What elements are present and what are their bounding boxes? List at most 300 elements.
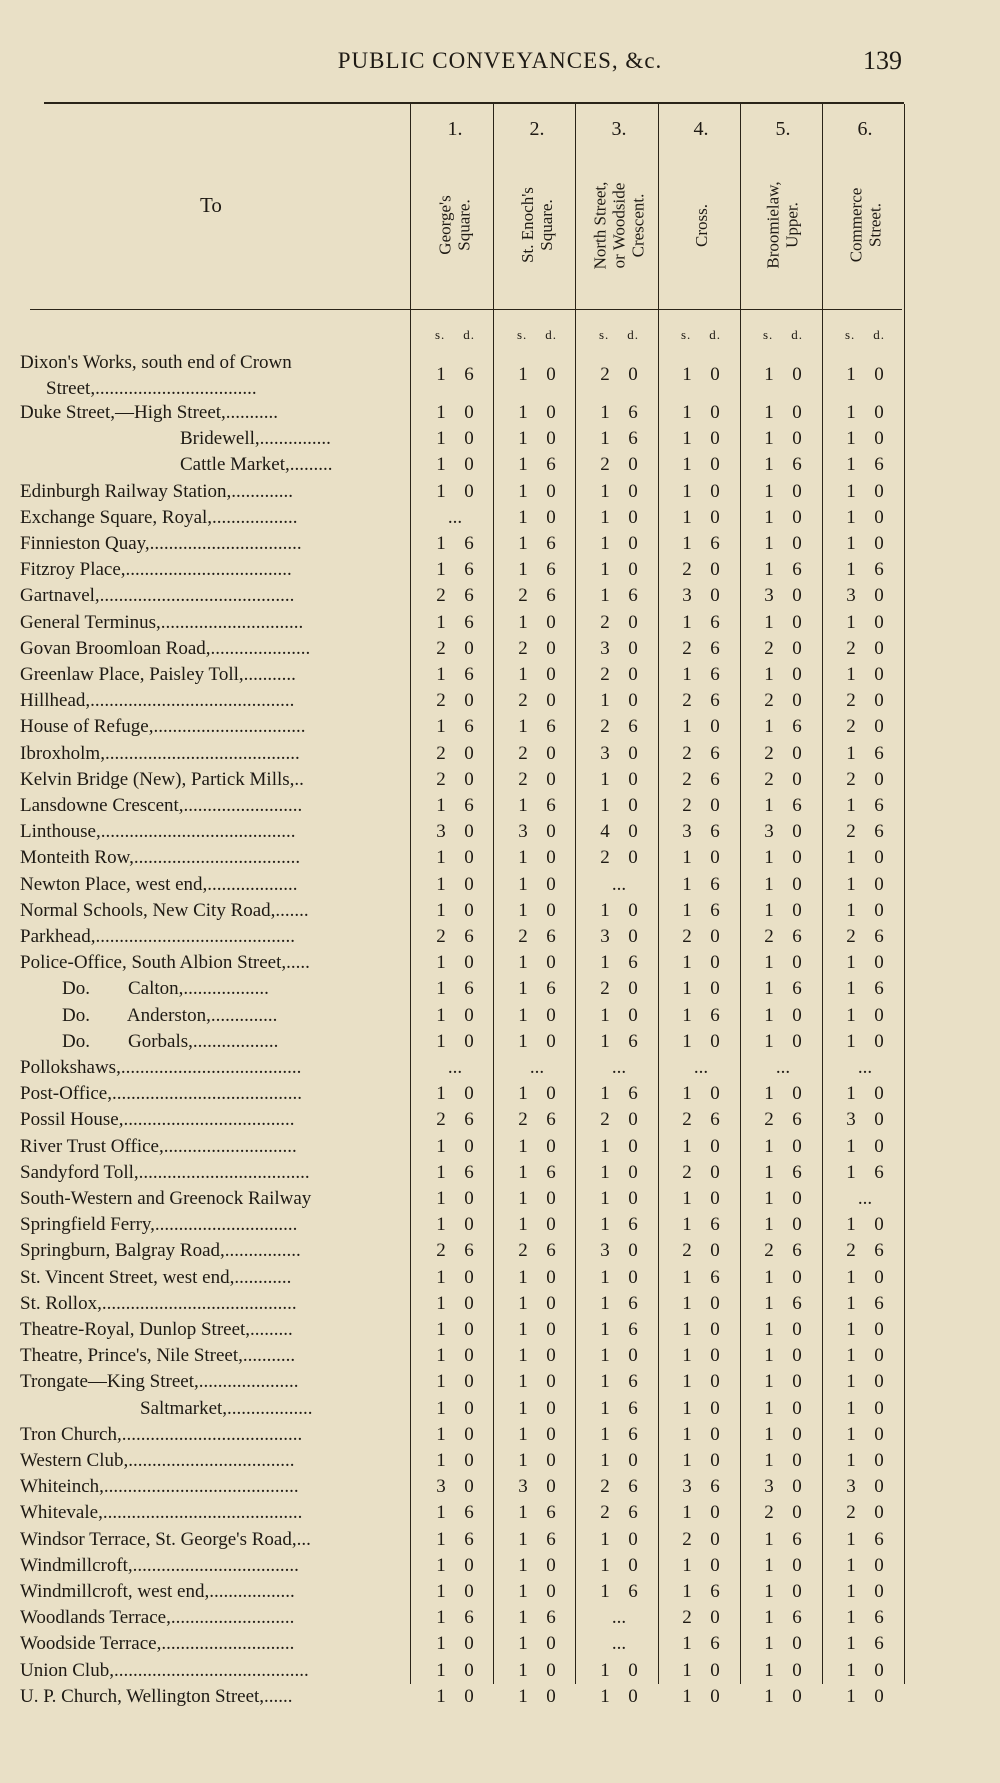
pence-value: 0 xyxy=(710,454,720,476)
shillings-value: 3 xyxy=(600,926,610,947)
destination-cell xyxy=(20,1343,410,1369)
pence-value: 6 xyxy=(792,454,802,476)
no-fare-mark: ... xyxy=(447,1057,463,1078)
fare-cell xyxy=(578,1265,660,1291)
shillings-value: 1 xyxy=(436,847,446,869)
pence-value: 0 xyxy=(464,873,474,895)
table-row xyxy=(0,662,1000,688)
fare-cell xyxy=(742,610,824,636)
fare-cell xyxy=(578,610,660,636)
destination-name: Trongate—King Street,..................... xyxy=(20,1371,299,1393)
destination-name: Springfield Ferry,.............................. xyxy=(20,1214,298,1236)
fare-cell xyxy=(824,714,906,740)
fare-cell xyxy=(742,898,824,924)
pence-value: 0 xyxy=(710,506,720,528)
shillings-value: 1 xyxy=(764,1554,774,1576)
fare-cell xyxy=(742,924,824,950)
no-fare-mark: ... xyxy=(857,1057,873,1078)
shillings-value: 2 xyxy=(518,1240,528,1262)
pence-value: 0 xyxy=(628,1240,638,1262)
shillings-value: 1 xyxy=(682,952,692,974)
fare-cell xyxy=(578,479,660,505)
pence-value: 0 xyxy=(710,1188,720,1209)
fare-cell xyxy=(496,1579,578,1605)
pence-value: 0 xyxy=(710,1161,720,1183)
fare-cell xyxy=(414,1684,496,1710)
pence-value: 0 xyxy=(628,1345,638,1367)
destination-name: Possil House,.................................... xyxy=(20,1109,295,1131)
shillings-value: 1 xyxy=(436,480,446,502)
shillings-value: 2 xyxy=(518,1109,528,1131)
pence-value: 0 xyxy=(792,1214,802,1236)
shillings-value: 1 xyxy=(436,1214,446,1236)
shillings-value: 1 xyxy=(600,533,610,554)
pence-value: 6 xyxy=(628,1083,638,1105)
column-heading xyxy=(578,160,660,290)
pence-value: 0 xyxy=(464,1633,474,1655)
pence-value: 6 xyxy=(628,402,638,423)
fare-cell xyxy=(660,1448,742,1474)
pence-value: 6 xyxy=(874,1161,884,1183)
fare-cell xyxy=(742,583,824,609)
pence-value: 0 xyxy=(546,1004,556,1026)
fare-cell xyxy=(496,1186,578,1212)
destination-cell xyxy=(20,557,410,583)
pence-value: 0 xyxy=(792,402,802,423)
destination-name: Monteith Row,................................... xyxy=(20,847,301,869)
table-row xyxy=(0,819,1000,845)
fare-cell xyxy=(578,1448,660,1474)
pence-value: 6 xyxy=(464,1161,474,1183)
pence-value: 0 xyxy=(874,664,884,685)
fare-cell xyxy=(496,1448,578,1474)
fare-cell xyxy=(578,505,660,531)
shillings-value: 1 xyxy=(682,533,692,554)
shillings-value: 1 xyxy=(764,454,774,476)
destination-name: Do. Gorbals,.................. xyxy=(62,1030,279,1052)
shillings-value: 1 xyxy=(436,1450,446,1471)
fare-cell xyxy=(578,400,660,426)
fare-cell xyxy=(742,505,824,531)
pence-value: 0 xyxy=(710,1319,720,1340)
pence-value: 0 xyxy=(874,1109,884,1131)
pence-value: 6 xyxy=(792,795,802,816)
fare-cell xyxy=(660,898,742,924)
shillings-value: 1 xyxy=(682,1083,692,1105)
fare-cell xyxy=(660,1107,742,1133)
shillings-value: 1 xyxy=(518,480,528,502)
shillings-value: 2 xyxy=(682,768,692,790)
column-heading-text: Cross. xyxy=(691,203,711,247)
destination-cell xyxy=(20,1238,410,1264)
pence-label: d. xyxy=(545,327,558,342)
fare-cell xyxy=(414,1186,496,1212)
pence-value: 0 xyxy=(546,1266,556,1288)
pence-value: 6 xyxy=(628,1030,638,1052)
fare-cell xyxy=(414,583,496,609)
fare-cell xyxy=(578,557,660,583)
fare-cell xyxy=(742,479,824,505)
pence-value: 6 xyxy=(792,1292,802,1314)
pence-value: 6 xyxy=(710,1109,720,1131)
pence-value: 0 xyxy=(628,1528,638,1550)
pence-value: 0 xyxy=(464,1188,474,1209)
shillings-value: 1 xyxy=(436,1502,446,1524)
shillings-value: 1 xyxy=(764,716,774,738)
fare-cell xyxy=(578,819,660,845)
fare-cell xyxy=(660,1212,742,1238)
pence-value: 0 xyxy=(792,899,802,921)
pence-value: 0 xyxy=(874,1319,884,1340)
pence-value: 0 xyxy=(628,1685,638,1707)
fare-cell xyxy=(414,479,496,505)
shillings-value: 1 xyxy=(436,533,446,554)
pence-value: 6 xyxy=(710,637,720,659)
shillings-value: 1 xyxy=(764,559,774,581)
pence-value: 0 xyxy=(792,1633,802,1655)
fare-cell xyxy=(578,1212,660,1238)
shillings-value: 1 xyxy=(846,847,856,869)
pence-value: 0 xyxy=(546,1345,556,1367)
fare-cell xyxy=(742,714,824,740)
shillings-pence-label xyxy=(660,327,742,343)
fare-cell xyxy=(742,767,824,793)
shillings-value: 1 xyxy=(518,1502,528,1524)
pence-value: 6 xyxy=(464,926,474,947)
fare-cell xyxy=(496,1081,578,1107)
table-row xyxy=(0,741,1000,767)
fare-cell xyxy=(414,531,496,557)
shillings-value: 3 xyxy=(600,1240,610,1262)
pence-value: 0 xyxy=(546,742,556,764)
fare-cell xyxy=(824,1186,906,1212)
shillings-value: 1 xyxy=(764,1397,774,1419)
pence-value: 0 xyxy=(464,637,474,659)
fare-cell xyxy=(414,1029,496,1055)
destination-cell xyxy=(20,1055,410,1081)
shillings-value: 1 xyxy=(600,1659,610,1681)
shillings-value: 2 xyxy=(682,1161,692,1183)
fare-cell xyxy=(824,1107,906,1133)
fare-cell xyxy=(414,1448,496,1474)
pence-value: 0 xyxy=(464,742,474,764)
pence-value: 0 xyxy=(464,768,474,790)
fare-cell xyxy=(660,1605,742,1631)
shillings-value: 1 xyxy=(682,1371,692,1393)
shillings-value: 1 xyxy=(682,847,692,869)
shillings-value: 1 xyxy=(764,952,774,974)
fare-cell xyxy=(824,1212,906,1238)
pence-value: 0 xyxy=(710,1240,720,1262)
shillings-value: 2 xyxy=(764,926,774,947)
pence-value: 0 xyxy=(792,637,802,659)
pence-value: 6 xyxy=(464,664,474,685)
destination-name: Bridewell,............... xyxy=(180,428,331,450)
destination-name: Windmillcroft,................................... xyxy=(20,1554,299,1576)
fare-cell xyxy=(742,845,824,871)
shillings-value: 1 xyxy=(518,1135,528,1157)
fare-cell xyxy=(660,1631,742,1657)
pence-value: 0 xyxy=(792,364,802,385)
shillings-value: 1 xyxy=(682,1292,692,1314)
pence-value: 0 xyxy=(792,847,802,869)
fare-cell xyxy=(496,583,578,609)
column-number: 2. xyxy=(529,118,545,140)
pence-label: d. xyxy=(873,327,886,342)
shillings-value: 2 xyxy=(600,611,610,633)
pence-value: 0 xyxy=(874,585,884,607)
fare-cell xyxy=(660,1500,742,1526)
pence-value: 0 xyxy=(792,873,802,895)
pence-value: 0 xyxy=(874,533,884,554)
pence-value: 0 xyxy=(546,1581,556,1602)
column-heading xyxy=(742,160,824,290)
fare-cell xyxy=(660,1343,742,1369)
table-row xyxy=(0,1186,1000,1212)
fare-cell xyxy=(824,1369,906,1395)
pence-value: 0 xyxy=(546,1633,556,1655)
shillings-value: 1 xyxy=(436,1345,446,1367)
fare-cell xyxy=(496,1317,578,1343)
shillings-value: 2 xyxy=(764,768,774,790)
shillings-value: 1 xyxy=(436,1319,446,1340)
fare-cell xyxy=(414,610,496,636)
fare-cell xyxy=(824,1003,906,1029)
shillings-value: 1 xyxy=(518,428,528,450)
shillings-value: 1 xyxy=(846,795,856,816)
pence-value: 6 xyxy=(464,716,474,738)
fare-cell xyxy=(414,1265,496,1291)
shillings-value: 1 xyxy=(436,1083,446,1105)
shillings-value: 1 xyxy=(436,899,446,921)
fare-cell xyxy=(742,362,824,388)
destination-cell xyxy=(20,610,410,636)
shillings-value: 2 xyxy=(600,1502,610,1524)
fare-cell xyxy=(578,452,660,478)
fare-cell xyxy=(742,1658,824,1684)
destination-name: U. P. Church, Wellington Street,...... xyxy=(20,1685,293,1707)
fare-cell xyxy=(824,1631,906,1657)
shillings-value: 1 xyxy=(436,364,446,385)
pence-value: 6 xyxy=(546,978,556,1000)
shillings-value: 2 xyxy=(436,768,446,790)
fare-cell xyxy=(414,924,496,950)
pence-label: d. xyxy=(709,327,722,342)
pence-value: 0 xyxy=(792,506,802,528)
fare-cell xyxy=(496,688,578,714)
fare-cell xyxy=(824,531,906,557)
shillings-value: 1 xyxy=(436,664,446,685)
pence-value: 0 xyxy=(546,1397,556,1419)
fare-cell xyxy=(496,531,578,557)
pence-value: 6 xyxy=(792,978,802,1000)
pence-value: 0 xyxy=(874,1083,884,1105)
shillings-value: 2 xyxy=(600,664,610,685)
fare-cell xyxy=(742,1474,824,1500)
pence-value: 6 xyxy=(710,1581,720,1602)
fare-cell xyxy=(414,636,496,662)
table-row xyxy=(0,688,1000,714)
pence-value: 0 xyxy=(464,821,474,843)
pence-value: 6 xyxy=(546,1607,556,1629)
pence-value: 0 xyxy=(628,559,638,581)
no-fare-mark: ... xyxy=(447,506,463,528)
fare-cell xyxy=(660,950,742,976)
destination-name: Greenlaw Place, Paisley Toll,........... xyxy=(20,664,296,685)
fare-cell xyxy=(496,479,578,505)
destination-cell xyxy=(20,950,410,976)
shillings-value: 1 xyxy=(846,1528,856,1550)
no-fare-mark: ... xyxy=(529,1057,545,1078)
shillings-value: 1 xyxy=(846,1581,856,1602)
destination-cell xyxy=(20,1579,410,1605)
shillings-value: 3 xyxy=(518,1476,528,1498)
destination-name: Finnieston Quay,................................ xyxy=(20,533,302,554)
shillings-value: 1 xyxy=(600,1135,610,1157)
shillings-value: 1 xyxy=(682,978,692,1000)
shillings-value: 1 xyxy=(846,899,856,921)
fare-cell xyxy=(742,976,824,1002)
fare-cell xyxy=(578,1527,660,1553)
shillings-value: 1 xyxy=(600,1371,610,1393)
destination-cell xyxy=(20,688,410,714)
shillings-value: 2 xyxy=(764,1240,774,1262)
fare-cell xyxy=(578,1658,660,1684)
shillings-value: 1 xyxy=(846,1004,856,1026)
shillings-value: 2 xyxy=(436,742,446,764)
pence-value: 0 xyxy=(546,428,556,450)
pence-value: 6 xyxy=(628,1397,638,1419)
fare-cell xyxy=(414,793,496,819)
fare-cell xyxy=(742,1631,824,1657)
pence-value: 6 xyxy=(710,873,720,895)
pence-value: 6 xyxy=(710,533,720,554)
shillings-value: 1 xyxy=(682,1581,692,1602)
shillings-value: 3 xyxy=(600,742,610,764)
fare-cell xyxy=(824,1055,906,1081)
shillings-value: 1 xyxy=(846,1554,856,1576)
pence-value: 0 xyxy=(710,1397,720,1419)
shillings-value: 2 xyxy=(682,926,692,947)
shillings-value: 2 xyxy=(436,637,446,659)
shillings-value: 2 xyxy=(846,690,856,712)
pence-value: 0 xyxy=(792,1659,802,1681)
column-number: 1. xyxy=(447,118,463,140)
shillings-value: 2 xyxy=(600,716,610,738)
fare-cell xyxy=(414,1081,496,1107)
shillings-value: 2 xyxy=(600,847,610,869)
fare-cell xyxy=(660,1474,742,1500)
shillings-value: 1 xyxy=(846,1345,856,1367)
pence-value: 0 xyxy=(792,664,802,685)
fare-cell xyxy=(824,452,906,478)
fare-cell xyxy=(578,898,660,924)
shillings-value: 1 xyxy=(846,978,856,1000)
shillings-value: 1 xyxy=(764,1161,774,1183)
shillings-pence-label xyxy=(742,327,824,343)
fare-cell xyxy=(496,924,578,950)
table-row xyxy=(0,1684,1000,1710)
fare-cell xyxy=(824,1605,906,1631)
fare-cell xyxy=(496,767,578,793)
destination-name: South-Western and Greenock Railway xyxy=(20,1188,312,1209)
pence-value: 0 xyxy=(628,926,638,947)
shillings-value: 2 xyxy=(682,690,692,712)
pence-value: 0 xyxy=(546,611,556,633)
shillings-value: 2 xyxy=(600,978,610,1000)
fare-cell xyxy=(824,1081,906,1107)
shillings-value: 1 xyxy=(436,559,446,581)
destination-name: Hillhead,........................................... xyxy=(20,690,295,712)
fare-cell xyxy=(742,452,824,478)
pence-value: 0 xyxy=(464,1476,474,1498)
shillings-value: 2 xyxy=(682,1240,692,1262)
pence-value: 0 xyxy=(710,847,720,869)
pence-value: 0 xyxy=(792,742,802,764)
pence-value: 0 xyxy=(464,1685,474,1707)
pence-value: 0 xyxy=(874,1371,884,1393)
fare-cell xyxy=(742,1212,824,1238)
shillings-value: 1 xyxy=(518,1659,528,1681)
pence-value: 0 xyxy=(874,637,884,659)
pence-value: 0 xyxy=(792,821,802,843)
no-fare-mark: ... xyxy=(611,1607,627,1629)
fare-cell xyxy=(660,557,742,583)
pence-value: 0 xyxy=(874,1502,884,1524)
pence-value: 0 xyxy=(792,1371,802,1393)
no-fare-mark: ... xyxy=(775,1057,791,1078)
fare-cell xyxy=(578,793,660,819)
pence-value: 0 xyxy=(874,402,884,423)
shillings-value: 1 xyxy=(764,1292,774,1314)
pence-value: 0 xyxy=(874,716,884,738)
pence-value: 6 xyxy=(792,1528,802,1550)
pence-value: 6 xyxy=(710,742,720,764)
pence-value: 0 xyxy=(710,364,720,385)
pence-value: 0 xyxy=(464,1397,474,1419)
pence-value: 0 xyxy=(628,899,638,921)
column-number: 3. xyxy=(611,118,627,140)
fare-cell xyxy=(496,1500,578,1526)
shillings-value: 1 xyxy=(846,1450,856,1471)
shillings-value: 1 xyxy=(436,1161,446,1183)
shillings-value: 3 xyxy=(764,821,774,843)
shillings-value: 3 xyxy=(764,585,774,607)
pence-value: 0 xyxy=(710,795,720,816)
pence-value: 6 xyxy=(628,952,638,974)
pence-value: 0 xyxy=(874,1266,884,1288)
shillings-value: 1 xyxy=(846,1030,856,1052)
shillings-value: 1 xyxy=(846,1319,856,1340)
fare-cell xyxy=(660,1422,742,1448)
fare-cell xyxy=(414,767,496,793)
fare-cell xyxy=(824,557,906,583)
destination-name: Govan Broomloan Road,..................... xyxy=(20,637,311,659)
destination-cell xyxy=(20,1448,410,1474)
destination-name: Edinburgh Railway Station,............. xyxy=(20,480,294,502)
fare-cell xyxy=(578,426,660,452)
pence-value: 0 xyxy=(628,742,638,764)
pence-value: 0 xyxy=(628,637,638,659)
shillings-value: 1 xyxy=(518,873,528,895)
destination-name: Tron Church,...................................... xyxy=(20,1423,303,1445)
shillings-value: 1 xyxy=(436,454,446,476)
pence-value: 0 xyxy=(874,1476,884,1498)
pence-value: 0 xyxy=(710,1528,720,1550)
fare-cell xyxy=(742,741,824,767)
shillings-value: 1 xyxy=(436,978,446,1000)
pence-value: 6 xyxy=(874,926,884,947)
